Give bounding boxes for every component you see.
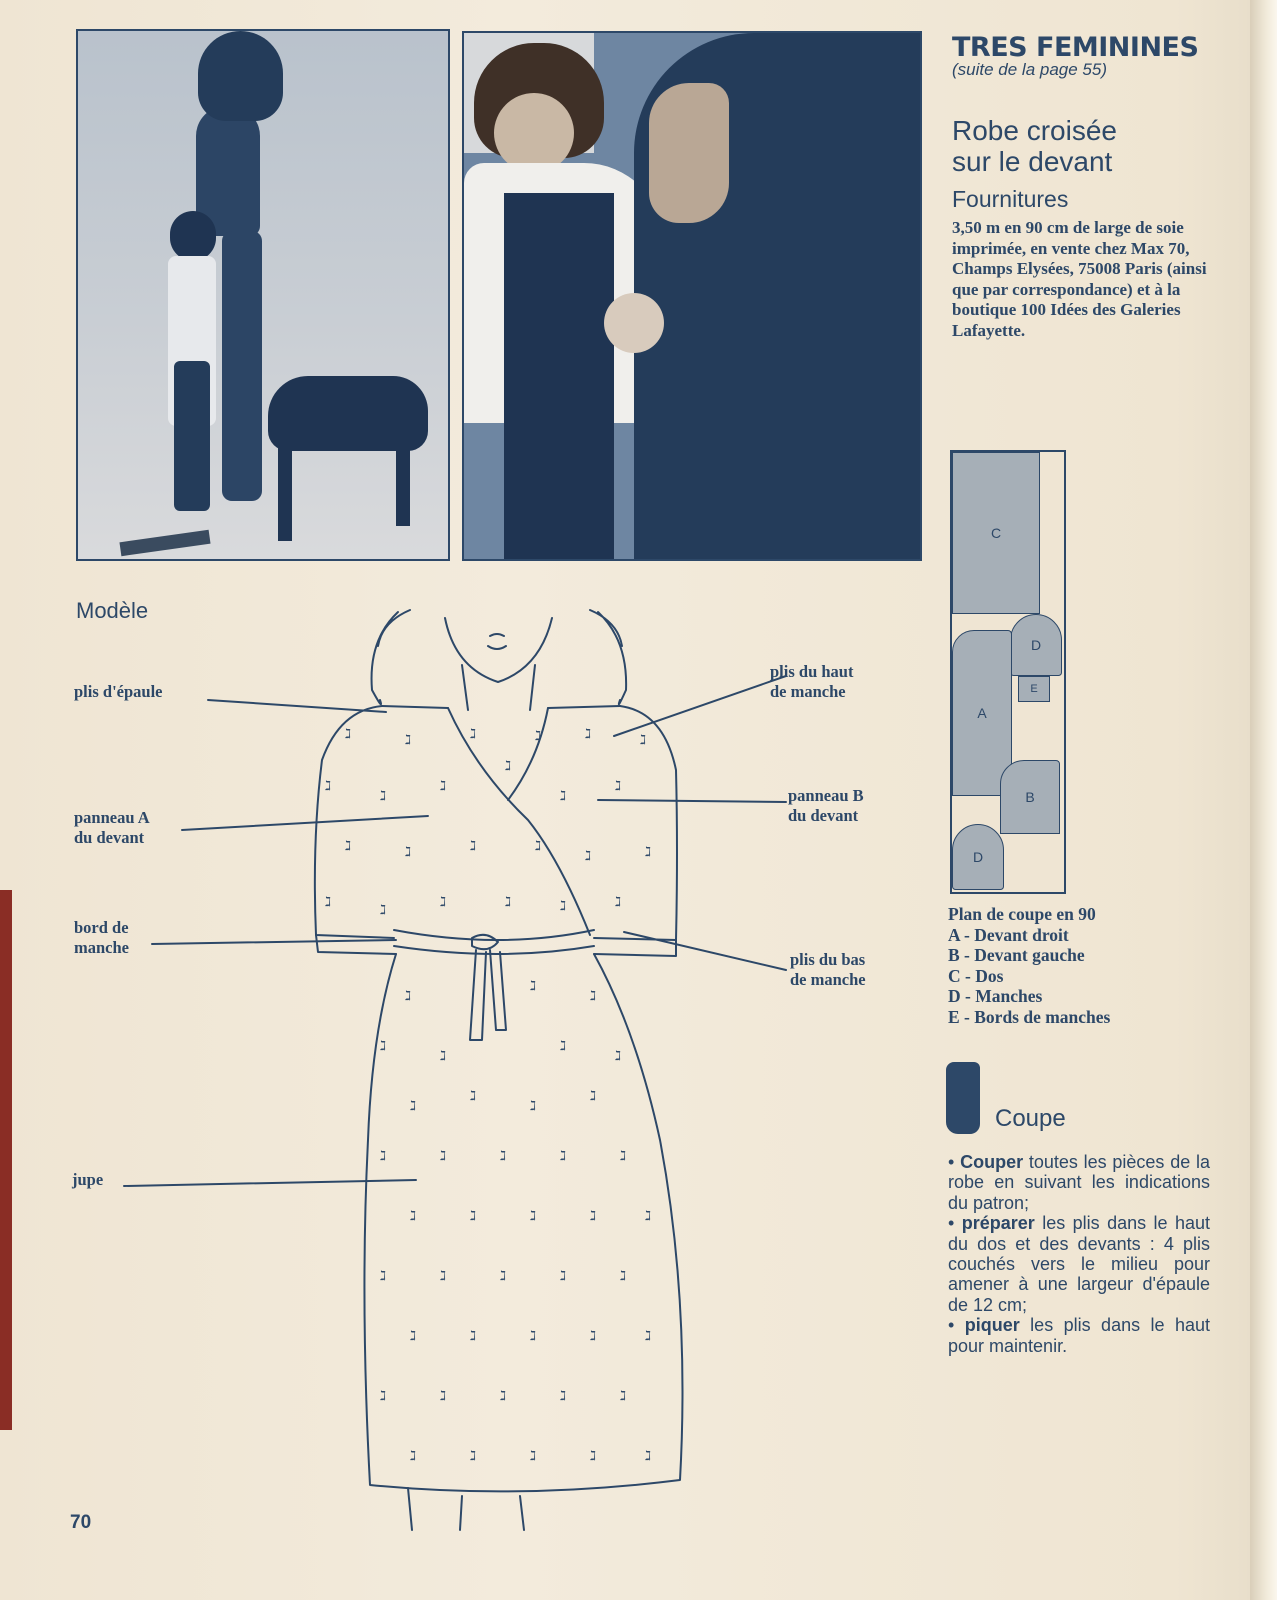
svg-text:ℷ: ℷ xyxy=(645,1449,652,1464)
svg-text:ℷ: ℷ xyxy=(590,989,597,1004)
svg-text:ℷ: ℷ xyxy=(410,1099,417,1114)
legend-item: E - Bords de manches xyxy=(948,1006,1111,1027)
svg-text:ℷ: ℷ xyxy=(405,989,412,1004)
svg-text:ℷ: ℷ xyxy=(380,1269,387,1284)
svg-text:ℷ: ℷ xyxy=(440,1049,447,1064)
svg-text:ℷ: ℷ xyxy=(530,1209,537,1224)
svg-text:ℷ: ℷ xyxy=(530,1449,537,1464)
svg-text:ℷ: ℷ xyxy=(590,1449,597,1464)
instruction-text: toutes les pièces de la robe en suivant les indications du patron; xyxy=(948,1152,1210,1213)
pattern-piece-d-bottom: D xyxy=(952,824,1004,890)
svg-text:ℷ: ℷ xyxy=(505,759,512,774)
svg-text:ℷ: ℷ xyxy=(470,839,477,854)
svg-text:ℷ: ℷ xyxy=(560,1039,567,1054)
svg-text:ℷ: ℷ xyxy=(640,733,647,748)
label-plis-bas-manche: plis du bas de manche xyxy=(790,950,866,989)
svg-text:ℷ: ℷ xyxy=(325,895,332,910)
svg-text:ℷ: ℷ xyxy=(645,1329,652,1344)
legend-title: Plan de coupe en 90 xyxy=(948,904,1096,924)
instruction-keyword: Couper xyxy=(960,1152,1024,1172)
svg-text:ℷ: ℷ xyxy=(470,1089,477,1104)
svg-text:ℷ: ℷ xyxy=(560,1149,567,1164)
svg-text:ℷ: ℷ xyxy=(380,789,387,804)
supplies-text: 3,50 m en 90 cm de large de soie imprimée, en vente chez Max 70, Champs Elysées, 75008 Paris (ainsi que par correspondance) et à la boutique 100 Idées des Galeries Lafayette. xyxy=(952,218,1207,340)
supplies-heading: Fournitures xyxy=(952,186,1069,212)
svg-text:ℷ: ℷ xyxy=(500,1389,507,1404)
svg-text:ℷ: ℷ xyxy=(620,1269,627,1284)
svg-text:ℷ: ℷ xyxy=(410,1209,417,1224)
svg-text:ℷ: ℷ xyxy=(560,1389,567,1404)
section-title: TRES FEMININES xyxy=(952,32,1199,63)
svg-text:ℷ: ℷ xyxy=(500,1269,507,1284)
svg-text:ℷ: ℷ xyxy=(345,727,352,742)
legend-item: C - Dos xyxy=(948,965,1004,986)
pattern-piece-b: B xyxy=(1000,760,1060,834)
model-heading: Modèle xyxy=(76,598,149,623)
svg-text:ℷ: ℷ xyxy=(440,1149,447,1164)
svg-text:ℷ: ℷ xyxy=(560,789,567,804)
legend-item: B - Devant gauche xyxy=(948,945,1085,965)
svg-text:ℷ: ℷ xyxy=(440,1269,447,1284)
svg-text:ℷ: ℷ xyxy=(615,779,622,794)
label-jupe: jupe xyxy=(72,1170,104,1189)
svg-text:ℷ: ℷ xyxy=(470,1449,477,1464)
article-heading: Robe croisée sur le devant xyxy=(952,115,1117,177)
legend-item: D - Manches xyxy=(948,986,1043,1006)
svg-text:ℷ: ℷ xyxy=(380,903,387,918)
step-instructions: • Couper toutes les pièces de la robe en suivant les indications du patron; • préparer les plis dans le haut du dos et des devants : 4 plis couchés vers le milieu pour amener à une largeur d'épaule de 12 cm; • piquer les plis dans le haut pour maintenir. xyxy=(948,1152,1210,1356)
svg-text:ℷ: ℷ xyxy=(410,1329,417,1344)
svg-text:ℷ: ℷ xyxy=(645,1209,652,1224)
pattern-piece-d-top: D xyxy=(1010,614,1062,676)
svg-text:ℷ: ℷ xyxy=(560,899,567,914)
label-panneau-a: panneau A du devant xyxy=(74,808,150,847)
svg-text:ℷ: ℷ xyxy=(590,1329,597,1344)
svg-text:ℷ: ℷ xyxy=(590,1209,597,1224)
svg-text:ℷ: ℷ xyxy=(505,895,512,910)
svg-text:ℷ: ℷ xyxy=(615,1049,622,1064)
svg-text:ℷ: ℷ xyxy=(380,1039,387,1054)
svg-text:ℷ: ℷ xyxy=(380,1389,387,1404)
label-plis-haut-manche: plis du haut de manche xyxy=(770,662,854,701)
label-bord-manche: bord de manche xyxy=(74,918,129,957)
svg-text:ℷ: ℷ xyxy=(440,779,447,794)
section-subtitle: (suite de la page 55) xyxy=(952,60,1107,79)
svg-text:ℷ: ℷ xyxy=(620,1149,627,1164)
svg-text:ℷ: ℷ xyxy=(585,727,592,742)
svg-text:ℷ: ℷ xyxy=(615,895,622,910)
instruction-text: les plis dans le haut pour maintenir. xyxy=(948,1315,1210,1356)
instruction-keyword: préparer xyxy=(961,1213,1035,1234)
label-panneau-b: panneau B du devant xyxy=(788,786,864,825)
svg-text:ℷ: ℷ xyxy=(530,979,537,994)
svg-text:ℷ: ℷ xyxy=(500,1149,507,1164)
legend-item: A - Devant droit xyxy=(948,924,1069,945)
svg-text:ℷ: ℷ xyxy=(470,1209,477,1224)
svg-text:ℷ: ℷ xyxy=(440,895,447,910)
step-title: Coupe xyxy=(995,1105,1066,1132)
pattern-piece-e: E xyxy=(1018,676,1050,702)
svg-text:ℷ: ℷ xyxy=(470,1329,477,1344)
svg-text:ℷ: ℷ xyxy=(645,845,652,860)
svg-text:ℷ: ℷ xyxy=(530,1099,537,1114)
svg-text:ℷ: ℷ xyxy=(405,845,412,860)
svg-text:ℷ: ℷ xyxy=(410,1449,417,1464)
instruction-keyword: piquer xyxy=(964,1315,1020,1336)
svg-text:ℷ: ℷ xyxy=(535,729,542,744)
pattern-piece-a: A xyxy=(952,630,1012,796)
svg-text:ℷ: ℷ xyxy=(585,849,592,864)
svg-text:ℷ: ℷ xyxy=(535,839,542,854)
svg-text:ℷ: ℷ xyxy=(405,733,412,748)
page-number: 70 xyxy=(70,1512,92,1533)
instruction-text: les plis dans le haut du dos et des devants : 4 plis couchés vers le milieu pour amener à une largeur d'épaule de 12 cm; xyxy=(948,1213,1210,1315)
label-plis-epaule: plis d'épaule xyxy=(74,682,163,701)
svg-text:ℷ: ℷ xyxy=(325,779,332,794)
pattern-piece-c: C xyxy=(952,452,1040,614)
svg-text:ℷ: ℷ xyxy=(470,727,477,742)
svg-text:ℷ: ℷ xyxy=(345,839,352,854)
svg-text:ℷ: ℷ xyxy=(380,1149,387,1164)
svg-text:ℷ: ℷ xyxy=(620,1389,627,1404)
svg-text:ℷ: ℷ xyxy=(560,1269,567,1284)
svg-text:ℷ: ℷ xyxy=(440,1389,447,1404)
svg-text:ℷ: ℷ xyxy=(590,1089,597,1104)
svg-text:ℷ: ℷ xyxy=(530,1329,537,1344)
